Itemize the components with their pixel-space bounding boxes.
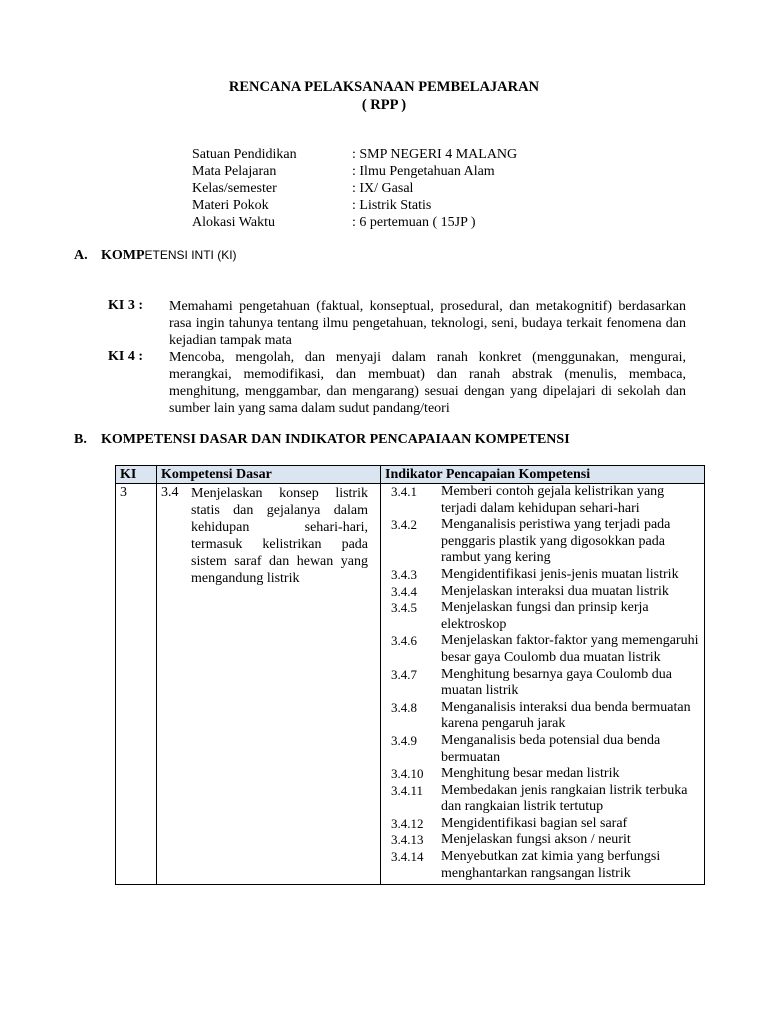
- ki-code: KI 4 :: [108, 349, 143, 364]
- indicator-text: Menganalisis interaksi dua benda bermuatan karena pengaruh jarak: [441, 699, 691, 732]
- indicator-item: [391, 633, 700, 666]
- indicator-number: 3.4.8: [391, 699, 417, 715]
- identity-value: : 6 pertemuan ( 15JP ): [352, 215, 476, 230]
- ki-description: Memahami pengetahuan (faktual, konseptual, prosedural, dan metakognitif) berdasarkan rasa ingin tahunya tentang ilmu pengetahuan, teknologi, seni, budaya terkait fenomena dan kejadian tampak mata: [169, 299, 686, 348]
- document-subtitle: ( RPP ): [361, 97, 407, 113]
- identity-value: : SMP NEGERI 4 MALANG: [352, 147, 518, 162]
- indicator-text: Menyebutkan zat kimia yang berfungsi menghantarkan rangsangan listrik: [441, 849, 661, 881]
- indicator-number: 3.4.12: [391, 815, 424, 831]
- kd-number: 3.4: [161, 485, 179, 500]
- section-title: KOMPETENSI DASAR DAN INDIKATOR PENCAPAIAAN KOMPETENSI: [101, 432, 570, 447]
- identity-value: : Listrik Statis: [352, 198, 432, 213]
- indicator-number: 3.4.4: [391, 583, 417, 599]
- competency-table: [115, 465, 705, 885]
- section-b-heading: [74, 432, 570, 448]
- ki-description: Mencoba, mengolah, dan menyaji dalam ranah konkret (menggunakan, mengurai, merangkai, memodifikasi, dan membuat) dan ranah abstrak (menulis, membaca, menghitung, menggambar, dan mengarang) sesuai dengan yang dipelajari di sekolah dan sumber lain yang sama dalam sudut pandang/teori: [169, 350, 686, 416]
- indicator-text: Menjelaskan fungsi dan prinsip kerja elektroskop: [441, 600, 649, 632]
- section-title-bold: KOMP: [101, 248, 145, 263]
- indicator-text: Menghitung besar medan listrik: [441, 766, 620, 782]
- indicator-item: [391, 567, 700, 584]
- indicator-item: [391, 700, 700, 733]
- indicator-item: [391, 484, 700, 517]
- indicator-text: Menjelaskan interaksi dua muatan listrik: [441, 583, 669, 599]
- identity-label: Materi Pokok: [192, 198, 269, 213]
- identity-value: : Ilmu Pengetahuan Alam: [352, 164, 495, 179]
- ki-cell: 3: [116, 484, 157, 885]
- kd-text: Menjelaskan konsep listrik statis dan gejalanya dalam kehidupan sehari-hari, termasuk kelistrikan pada sistem saraf dan hewan yang mengandung listrik: [191, 486, 368, 586]
- indicator-item: [391, 667, 700, 700]
- indicator-number: 3.4.9: [391, 732, 417, 748]
- indicator-number: 3.4.14: [391, 849, 424, 865]
- identity-label: Alokasi Waktu: [192, 215, 275, 230]
- ki-code: KI 3 :: [108, 298, 143, 313]
- indicator-number: 3.4.13: [391, 832, 424, 848]
- indicator-item: [391, 783, 700, 816]
- table-row: [116, 484, 705, 885]
- indicator-text: Menghitung besarnya gaya Coulomb dua muatan listrik: [441, 666, 672, 699]
- indicator-number: 3.4.3: [391, 566, 417, 582]
- indicator-text: Menjelaskan fungsi akson / neurit: [441, 832, 631, 848]
- indicator-cell: [381, 484, 705, 885]
- indicator-number: 3.4.7: [391, 666, 417, 682]
- section-number: A.: [74, 248, 88, 263]
- indicator-number: 3.4.2: [391, 517, 417, 533]
- column-header-ki: KI: [116, 466, 157, 484]
- indicator-text: Mengidentifikasi jenis-jenis muatan listrik: [441, 566, 679, 582]
- document-title: RENCANA PELAKSANAAN PEMBELAJARAN: [228, 79, 540, 95]
- indicator-item: [391, 816, 700, 833]
- indicator-item: [391, 766, 700, 783]
- indicator-text: Memberi contoh gejala kelistrikan yang terjadi dalam kehidupan sehari-hari: [441, 484, 665, 516]
- kd-cell: [157, 484, 381, 885]
- column-header-kd: Kompetensi Dasar: [157, 466, 381, 484]
- identity-value: : IX/ Gasal: [352, 181, 414, 196]
- indicator-text: Menjelaskan faktor-faktor yang memengaruhi besar gaya Coulomb dua muatan listrik: [441, 633, 699, 665]
- column-header-indicator: Indikator Pencapaian Kompetensi: [381, 466, 705, 484]
- indicator-number: 3.4.10: [391, 766, 424, 782]
- indicator-item: [391, 832, 700, 849]
- identity-label: Mata Pelajaran: [192, 164, 277, 179]
- indicator-item: [391, 733, 700, 766]
- indicator-number: 3.4.6: [391, 633, 417, 649]
- identity-label: Kelas/semester: [192, 181, 277, 196]
- indicator-item: [391, 584, 700, 601]
- indicator-number: 3.4.5: [391, 600, 417, 616]
- indicator-item: [391, 849, 700, 882]
- identity-label: Satuan Pendidikan: [192, 147, 297, 162]
- table-header-row: [116, 466, 705, 484]
- indicator-item: [391, 600, 700, 633]
- indicator-text: Membedakan jenis rangkaian listrik terbuka dan rangkaian listrik tertutup: [441, 782, 688, 815]
- section-number: B.: [74, 432, 87, 447]
- section-title-rest: ETENSI INTI (KI): [144, 248, 237, 262]
- indicator-text: Menganalisis beda potensial dua benda bermuatan: [441, 732, 661, 765]
- section-a-heading: [74, 248, 237, 264]
- indicator-number: 3.4.1: [391, 484, 417, 499]
- indicator-text: Mengidentifikasi bagian sel saraf: [441, 815, 628, 831]
- indicator-number: 3.4.11: [391, 782, 424, 798]
- indicator-text: Menganalisis peristiwa yang terjadi pada penggaris plastik yang digosokkan pada rambut yang kering: [441, 517, 671, 566]
- indicator-item: [391, 517, 700, 567]
